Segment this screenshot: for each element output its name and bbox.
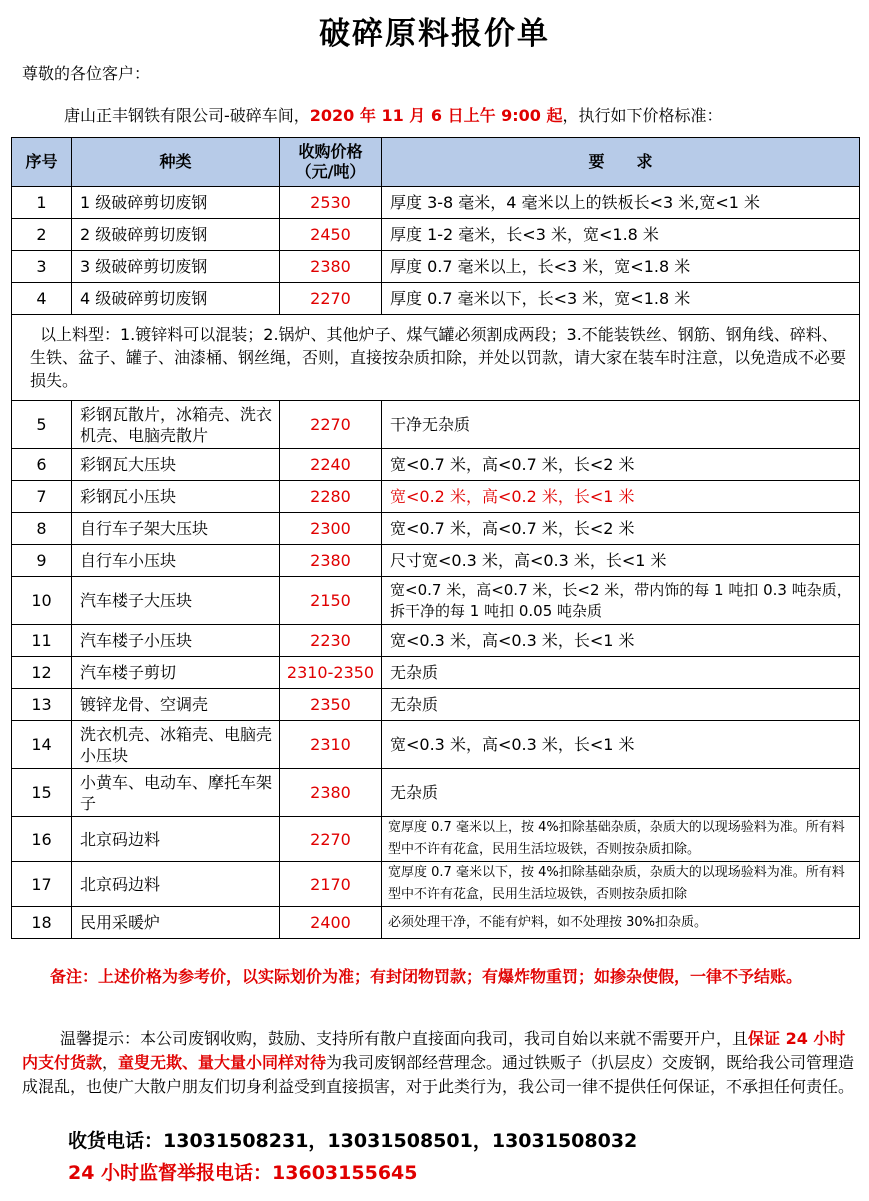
row-no: 16 bbox=[12, 817, 72, 862]
row-requirement: 宽厚度 0.7 毫米以上，按 4%扣除基础杂质，杂质大的以现场验料为准。所有料型中不许有花盒，民用生活垃圾铁，否则按杂质扣除。 bbox=[382, 817, 860, 862]
row-type: 4 级破碎剪切废钢 bbox=[72, 283, 280, 315]
row-requirement: 厚度 0.7 毫米以下，长<3 米，宽<1.8 米 bbox=[382, 283, 860, 315]
row-no: 12 bbox=[12, 657, 72, 689]
table-row bbox=[12, 283, 860, 315]
intro-suffix: ，执行如下价格标准： bbox=[562, 106, 723, 125]
row-type: 3 级破碎剪切废钢 bbox=[72, 251, 280, 283]
row-price: 2380 bbox=[280, 769, 382, 817]
tip-text-2: ， bbox=[102, 1053, 119, 1072]
row-price: 2280 bbox=[280, 481, 382, 513]
table-row bbox=[12, 769, 860, 817]
row-no: 10 bbox=[12, 577, 72, 625]
row-requirement: 宽<0.3 米，高<0.3 米，长<1 米 bbox=[382, 625, 860, 657]
row-type: 汽车楼子剪切 bbox=[72, 657, 280, 689]
row-requirement: 无杂质 bbox=[382, 769, 860, 817]
row-price: 2310-2350 bbox=[280, 657, 382, 689]
row-requirement: 宽<0.7 米，高<0.7 米，长<2 米 bbox=[382, 449, 860, 481]
delivery-phone: 收货电话：13031508231，13031508501，13031508032 bbox=[68, 1130, 638, 1152]
table-row bbox=[12, 689, 860, 721]
row-type: 小黄车、电动车、摩托车架子 bbox=[72, 769, 280, 817]
intro-line bbox=[64, 103, 723, 126]
table-row bbox=[12, 513, 860, 545]
header-requirement: 要 求 bbox=[382, 138, 860, 187]
row-requirement: 厚度 3-8 毫米，4 毫米以上的铁板长<3 米,宽<1 米 bbox=[382, 187, 860, 219]
row-price: 2240 bbox=[280, 449, 382, 481]
table-row bbox=[12, 577, 860, 625]
row-no: 7 bbox=[12, 481, 72, 513]
report-hotline: 24 小时监督举报电话：13603155645 bbox=[68, 1162, 418, 1184]
row-no: 17 bbox=[12, 862, 72, 907]
row-type: 自行车小压块 bbox=[72, 545, 280, 577]
row-type: 1 级破碎剪切废钢 bbox=[72, 187, 280, 219]
note-row bbox=[12, 315, 860, 401]
row-price: 2300 bbox=[280, 513, 382, 545]
row-no: 1 bbox=[12, 187, 72, 219]
row-requirement: 宽厚度 0.7 毫米以下，按 4%扣除基础杂质，杂质大的以现场验料为准。所有料型中不许有花盒，民用生活垃圾铁，否则按杂质扣除 bbox=[382, 862, 860, 907]
row-price: 2270 bbox=[280, 283, 382, 315]
row-requirement: 宽<0.7 米，高<0.7 米，长<2 米，带内饰的每 1 吨扣 0.3 吨杂质，拆干净的每 1 吨扣 0.05 吨杂质 bbox=[382, 577, 860, 625]
intro-date: 2020 年 11 月 6 日上午 9:00 起 bbox=[309, 106, 563, 125]
row-type: 镀锌龙骨、空调壳 bbox=[72, 689, 280, 721]
row-no: 18 bbox=[12, 907, 72, 939]
table-header-row bbox=[12, 138, 860, 187]
greeting: 尊敬的各位客户： bbox=[22, 64, 151, 83]
table-row bbox=[12, 721, 860, 769]
header-price-line1: 收购价格 bbox=[298, 142, 363, 161]
row-no: 5 bbox=[12, 401, 72, 449]
row-type: 彩钢瓦散片，冰箱壳、洗衣机壳、电脑壳散片 bbox=[72, 401, 280, 449]
table-row bbox=[12, 449, 860, 481]
row-no: 4 bbox=[12, 283, 72, 315]
row-price: 2350 bbox=[280, 689, 382, 721]
row-price: 2380 bbox=[280, 251, 382, 283]
tip-paragraph bbox=[22, 1027, 858, 1099]
row-type: 彩钢瓦大压块 bbox=[72, 449, 280, 481]
table-row bbox=[12, 251, 860, 283]
table-row bbox=[12, 625, 860, 657]
row-requirement: 宽<0.3 米，高<0.3 米，长<1 米 bbox=[382, 721, 860, 769]
table-row bbox=[12, 657, 860, 689]
row-price: 2380 bbox=[280, 545, 382, 577]
row-no: 14 bbox=[12, 721, 72, 769]
price-table bbox=[11, 137, 860, 939]
row-no: 15 bbox=[12, 769, 72, 817]
row-price: 2530 bbox=[280, 187, 382, 219]
row-price: 2270 bbox=[280, 817, 382, 862]
row-no: 3 bbox=[12, 251, 72, 283]
table-row bbox=[12, 219, 860, 251]
row-type: 民用采暖炉 bbox=[72, 907, 280, 939]
row-requirement: 无杂质 bbox=[382, 689, 860, 721]
table-row bbox=[12, 481, 860, 513]
row-no: 13 bbox=[12, 689, 72, 721]
header-type: 种类 bbox=[72, 138, 280, 187]
table-row bbox=[12, 817, 860, 862]
row-price: 2400 bbox=[280, 907, 382, 939]
tip-text-1: 温馨提示：本公司废钢收购，鼓励、支持所有散户直接面向我司，我司自始以来就不需要开户，且 bbox=[60, 1029, 749, 1048]
row-type: 汽车楼子小压块 bbox=[72, 625, 280, 657]
row-no: 2 bbox=[12, 219, 72, 251]
row-no: 6 bbox=[12, 449, 72, 481]
table-row bbox=[12, 545, 860, 577]
row-type: 洗衣机壳、冰箱壳、电脑壳小压块 bbox=[72, 721, 280, 769]
table-row bbox=[12, 401, 860, 449]
row-price: 2310 bbox=[280, 721, 382, 769]
row-no: 8 bbox=[12, 513, 72, 545]
row-requirement: 宽<0.2 米，高<0.2 米，长<1 米 bbox=[382, 481, 860, 513]
header-no: 序号 bbox=[12, 138, 72, 187]
row-price: 2270 bbox=[280, 401, 382, 449]
page-title: 破碎原料报价单 bbox=[319, 16, 550, 52]
row-requirement: 厚度 0.7 毫米以上，长<3 米，宽<1.8 米 bbox=[382, 251, 860, 283]
table-row bbox=[12, 187, 860, 219]
row-type: 北京码边料 bbox=[72, 817, 280, 862]
row-type: 2 级破碎剪切废钢 bbox=[72, 219, 280, 251]
row-requirement: 厚度 1-2 毫米，长<3 米，宽<1.8 米 bbox=[382, 219, 860, 251]
row-price: 2170 bbox=[280, 862, 382, 907]
row-price: 2230 bbox=[280, 625, 382, 657]
row-no: 9 bbox=[12, 545, 72, 577]
material-note: 以上料型：1.镀锌料可以混装；2.锅炉、其他炉子、煤气罐必须割成两段；3.不能装铁丝、钢筋、钢角线、碎料、生铁、盆子、罐子、油漆桶、钢丝绳，否则，直接按杂质扣除，并处以罚款，请大家在装车时注意，以免造成不必要损失。 bbox=[12, 315, 860, 401]
row-type: 北京码边料 bbox=[72, 862, 280, 907]
row-requirement: 无杂质 bbox=[382, 657, 860, 689]
row-price: 2450 bbox=[280, 219, 382, 251]
table-row bbox=[12, 907, 860, 939]
row-type: 自行车子架大压块 bbox=[72, 513, 280, 545]
tip-text-3: 为我司废钢部经营理念。通过铁贩子（扒层皮）交废钢，既给我公司管理造成混乱，也使广大散户朋友们切身利益受到直接损害，对于此类行为，我公司一律不提供任何保证，不承担任何责任。 bbox=[22, 1053, 855, 1096]
row-type: 彩钢瓦小压块 bbox=[72, 481, 280, 513]
table-row bbox=[12, 862, 860, 907]
row-no: 11 bbox=[12, 625, 72, 657]
remark: 备注：上述价格为参考价，以实际划价为准；有封闭物罚款；有爆炸物重罚；如掺杂使假，一律不予结账。 bbox=[50, 967, 803, 986]
row-type: 汽车楼子大压块 bbox=[72, 577, 280, 625]
tip-highlight-1: 保证 24 小时内支付货款 bbox=[22, 1029, 846, 1072]
header-price bbox=[280, 138, 382, 187]
row-requirement: 必须处理干净，不能有炉料，如不处理按 30%扣杂质。 bbox=[382, 907, 860, 939]
row-requirement: 宽<0.7 米，高<0.7 米，长<2 米 bbox=[382, 513, 860, 545]
row-requirement: 干净无杂质 bbox=[382, 401, 860, 449]
row-price: 2150 bbox=[280, 577, 382, 625]
row-requirement: 尺寸宽<0.3 米，高<0.3 米，长<1 米 bbox=[382, 545, 860, 577]
intro-company: 唐山正丰钢铁有限公司-破碎车间， bbox=[64, 106, 310, 125]
tip-highlight-2: 童叟无欺、量大量小同样对待 bbox=[118, 1053, 327, 1072]
header-price-line2: （元/吨） bbox=[295, 162, 366, 181]
